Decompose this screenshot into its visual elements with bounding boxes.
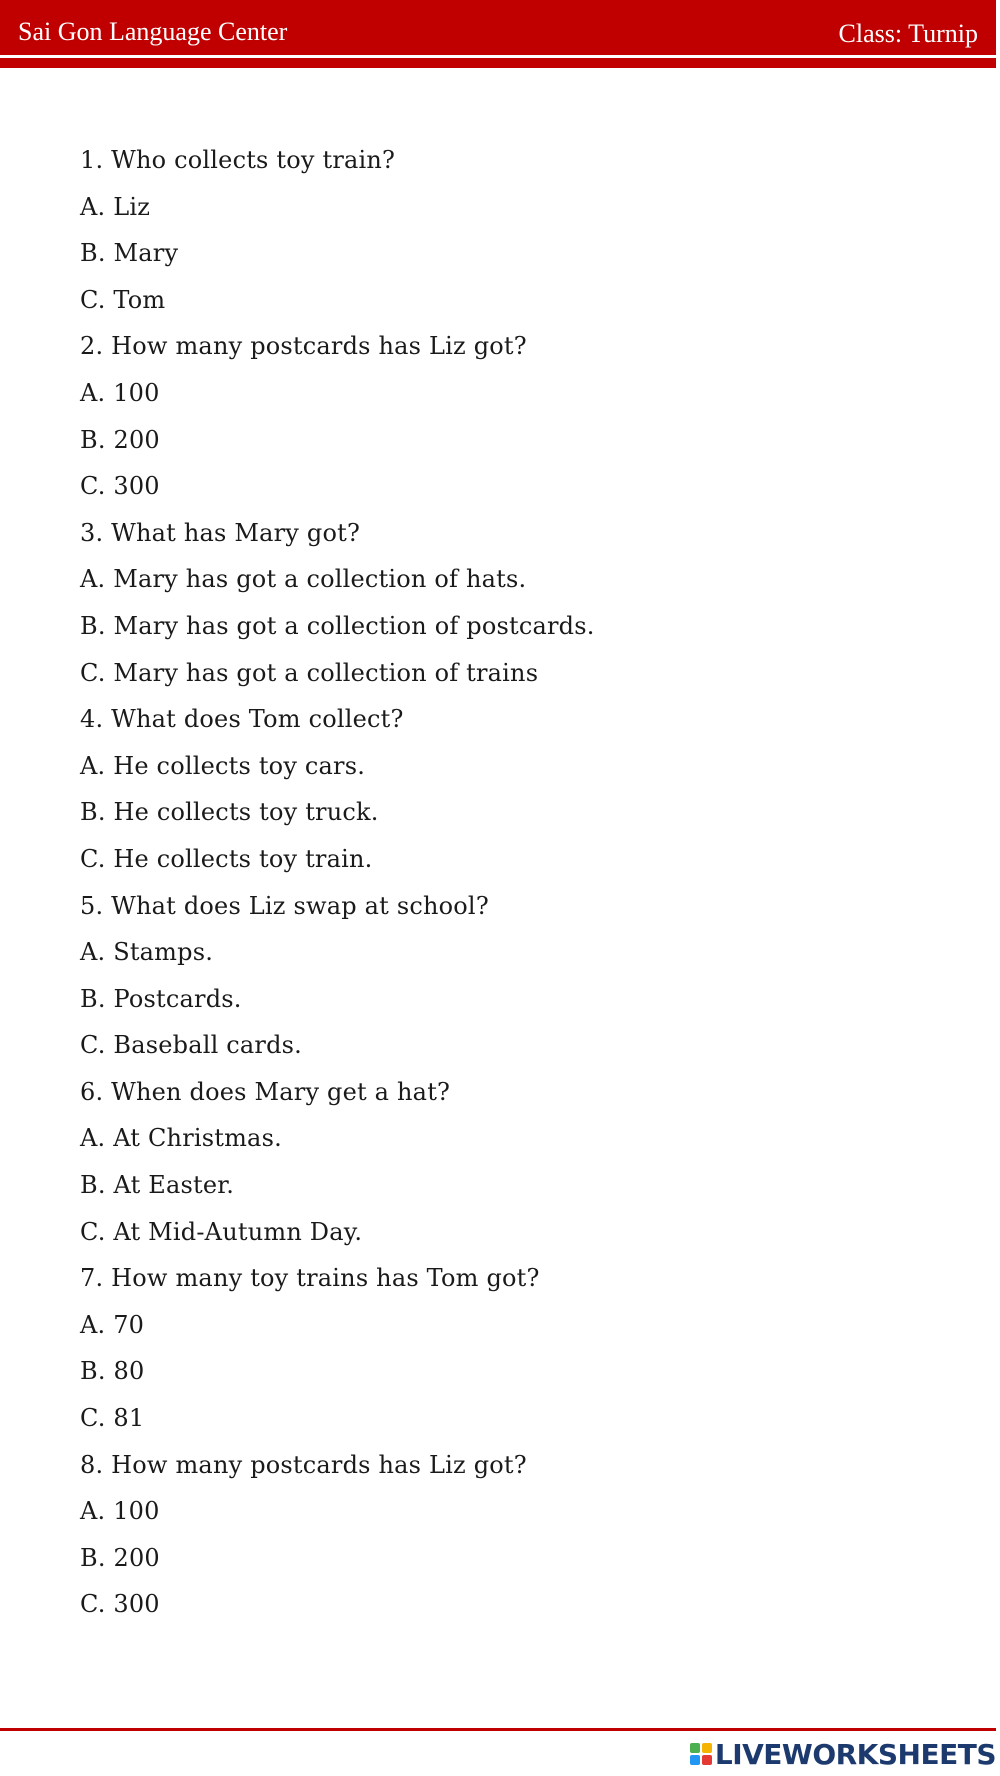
brand-wordmark: LIVEWORKSHEETS <box>714 1737 996 1771</box>
question-3: 3. What has Mary got? <box>80 518 361 547</box>
option-4a: A. He collects toy cars. <box>80 751 366 780</box>
footer-brand <box>690 1736 996 1772</box>
option-8c: C. 300 <box>80 1590 160 1619</box>
footer-divider <box>0 1728 996 1731</box>
option-3b: B. Mary has got a collection of postcards. <box>80 611 595 640</box>
header-class-label: Class: Turnip <box>838 19 978 48</box>
header-band <box>0 0 996 55</box>
option-8b: B. 200 <box>80 1543 160 1572</box>
option-5b: B. Postcards. <box>80 984 242 1013</box>
question-list <box>80 140 960 1631</box>
option-1c: C. Tom <box>80 285 166 314</box>
option-3a: A. Mary has got a collection of hats. <box>80 565 527 594</box>
question-7: 7. How many toy trains has Tom got? <box>80 1264 540 1293</box>
logo-square-red <box>702 1755 712 1765</box>
option-7b: B. 80 <box>80 1357 145 1386</box>
option-2b: B. 200 <box>80 425 160 454</box>
header-title: Sai Gon Language Center <box>18 17 288 46</box>
option-8a: A. 100 <box>80 1497 160 1526</box>
option-2c: C. 300 <box>80 472 160 501</box>
question-6: 6. When does Mary get a hat? <box>80 1077 451 1106</box>
option-6b: B. At Easter. <box>80 1171 235 1200</box>
question-5: 5. What does Liz swap at school? <box>80 891 489 920</box>
option-3c: C. Mary has got a collection of trains <box>80 658 539 687</box>
option-1b: B. Mary <box>80 239 179 268</box>
option-1a: A. Liz <box>80 192 151 221</box>
question-4: 4. What does Tom collect? <box>80 705 404 734</box>
question-1: 1. Who collects toy train? <box>80 146 396 174</box>
option-2a: A. 100 <box>80 378 160 407</box>
question-8: 8. How many postcards has Liz got? <box>80 1450 527 1479</box>
liveworksheets-logo-icon <box>690 1743 712 1765</box>
option-4c: C. He collects toy train. <box>80 844 373 873</box>
option-4b: B. He collects toy truck. <box>80 798 379 827</box>
option-5a: A. Stamps. <box>80 938 214 967</box>
option-7c: C. 81 <box>80 1404 145 1433</box>
question-2: 2. How many postcards has Liz got? <box>80 332 527 361</box>
header-divider-bar <box>0 58 996 68</box>
logo-square-blue <box>690 1755 700 1765</box>
option-6a: A. At Christmas. <box>80 1124 282 1153</box>
logo-square-green <box>690 1743 700 1753</box>
logo-square-yellow <box>702 1743 712 1753</box>
option-7a: A. 70 <box>80 1310 145 1339</box>
option-5c: C. Baseball cards. <box>80 1031 303 1060</box>
option-6c: C. At Mid-Autumn Day. <box>80 1217 363 1246</box>
